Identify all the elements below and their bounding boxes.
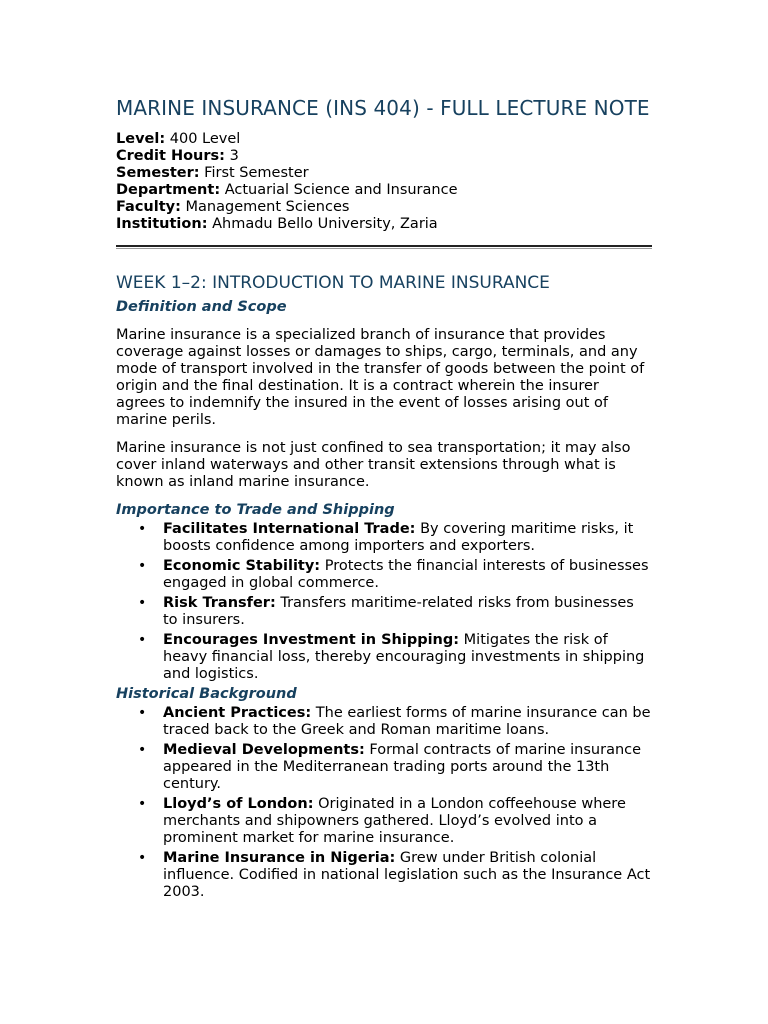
definition-paragraph-2: Marine insurance is not just confined to sea transportation; it may also cover inland waterways and other transit extensions through what is known as inland marine insurance.: [116, 440, 631, 490]
item-label: Encourages Investment in Shipping:: [163, 632, 460, 648]
meta-value: Ahmadu Bello University, Zaria: [207, 216, 438, 232]
meta-label: Level:: [116, 131, 166, 147]
item-text: The earliest forms of marine insurance can be traced back to the Greek and Roman maritime loans.: [163, 705, 651, 738]
list-item: [138, 558, 652, 592]
item-label: Medieval Developments:: [163, 742, 365, 758]
document-title: MARINE INSURANCE (INS 404) - FULL LECTURE NOTE: [116, 96, 650, 120]
meta-label: Department:: [116, 182, 221, 198]
meta-label: Semester:: [116, 165, 200, 181]
item-text: Mitigates the risk of heavy financial loss, thereby encouraging investments in shipping and logistics.: [163, 632, 645, 682]
bullet-icon: •: [138, 521, 147, 537]
history-list: [116, 705, 652, 901]
list-item: [138, 742, 652, 793]
meta-faculty: [116, 199, 652, 216]
item-text: Grew under British colonial influence. Codified in national legislation such as the Insurance Act 2003.: [163, 850, 651, 900]
item-label: Ancient Practices:: [163, 705, 312, 721]
meta-level: [116, 131, 652, 148]
meta-department: [116, 182, 652, 199]
item-label: Risk Transfer:: [163, 595, 276, 611]
importance-heading: Importance to Trade and Shipping: [116, 502, 395, 518]
history-heading: Historical Background: [116, 686, 297, 702]
list-item: [138, 595, 652, 629]
meta-institution: [116, 216, 652, 233]
item-text: Transfers maritime-related risks from businesses to insurers.: [163, 595, 634, 628]
bullet-icon: •: [138, 558, 147, 574]
meta-value: 3: [224, 148, 239, 164]
course-metadata: [116, 131, 652, 233]
bullet-icon: •: [138, 850, 147, 866]
item-label: Marine Insurance in Nigeria:: [163, 850, 396, 866]
item-label: Economic Stability:: [163, 558, 321, 574]
bullet-icon: •: [138, 796, 147, 812]
definition-paragraph-1: Marine insurance is a specialized branch of insurance that provides coverage against losses or damages to ships, cargo, terminals, and any mode of transport involved in the transfer of goods between the point of origin and the final destination. It is a contract wherein the insurer agrees to indemnify the insured in the event of losses arising out of marine perils.: [116, 327, 645, 428]
meta-semester: [116, 165, 652, 182]
list-item: [138, 632, 652, 683]
item-label: Facilitates International Trade:: [163, 521, 416, 537]
definition-heading: Definition and Scope: [116, 299, 287, 315]
item-label: Lloyd’s of London:: [163, 796, 314, 812]
bullet-icon: •: [138, 595, 147, 611]
bullet-icon: •: [138, 632, 147, 648]
list-item: [138, 796, 652, 847]
meta-credit-hours: [116, 148, 652, 165]
bullet-icon: •: [138, 742, 147, 758]
meta-label: Faculty:: [116, 199, 181, 215]
bullet-icon: •: [138, 705, 147, 721]
horizontal-divider: [116, 245, 652, 249]
meta-value: Management Sciences: [180, 199, 350, 215]
meta-label: Institution:: [116, 216, 208, 232]
meta-value: First Semester: [199, 165, 309, 181]
meta-label: Credit Hours:: [116, 148, 225, 164]
meta-value: Actuarial Science and Insurance: [220, 182, 458, 198]
list-item: [138, 850, 652, 901]
item-text: Protects the financial interests of businesses engaged in global commerce.: [163, 558, 649, 591]
importance-list: [116, 521, 652, 683]
list-item: [138, 705, 652, 739]
list-item: [138, 521, 652, 555]
item-text: Originated in a London coffeehouse where merchants and shipowners gathered. Lloyd’s evolved into a prominent market for marine insurance.: [163, 796, 626, 846]
item-text: By covering maritime risks, it boosts confidence among importers and exporters.: [163, 521, 634, 554]
week-heading: WEEK 1–2: INTRODUCTION TO MARINE INSURANCE: [116, 273, 550, 293]
meta-value: 400 Level: [165, 131, 241, 147]
item-text: Formal contracts of marine insurance appeared in the Mediterranean trading ports around the 13th century.: [163, 742, 642, 792]
